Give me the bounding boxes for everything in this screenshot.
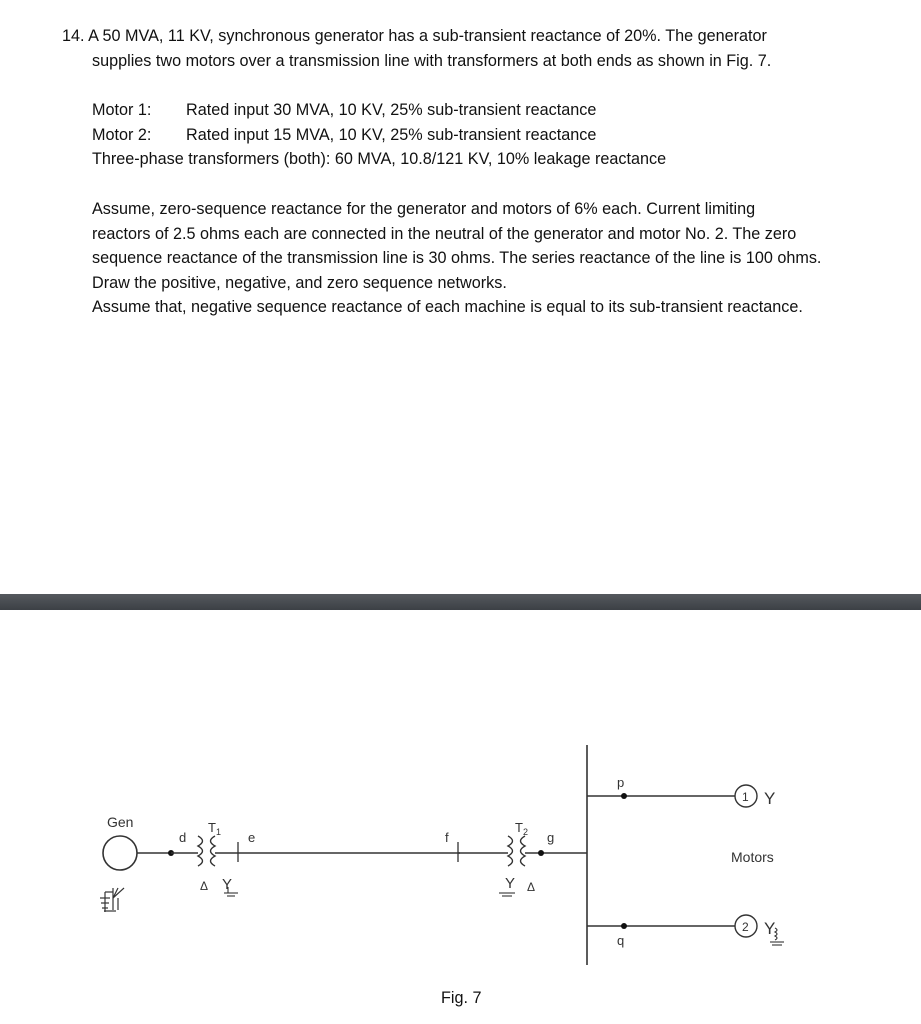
- problem-line-2: supplies two motors over a transmission line with transformers at both ends as shown in Fig. 7.: [92, 52, 772, 70]
- t2-wye-icon: Y: [505, 875, 516, 892]
- t1-primary-coil: [171, 836, 203, 866]
- assume-line: reactors of 2.5 ohms each are connected in the neutral of the generator and motor No. 2. The zero: [92, 224, 797, 243]
- t1-label: $T_1$: [208, 820, 221, 837]
- transformer-spec: Three-phase transformers (both): 60 MVA, 10.8/121 KV, 10% leakage reactance: [92, 150, 667, 168]
- node-q-label: q: [617, 933, 625, 948]
- generator-ground-icon: [100, 888, 124, 912]
- assume-line: Assume, zero-sequence reactance for the generator and motors of 6% each. Current limiting: [92, 200, 756, 218]
- caption-text: Fig. 7: [441, 989, 482, 1007]
- motor2-spec: [92, 123, 666, 148]
- motor2-label: Motor 2:: [92, 125, 152, 144]
- t2-delta-icon: Δ: [527, 880, 536, 894]
- problem-number: 14.: [62, 27, 85, 45]
- t2-label: $T_2$: [515, 820, 528, 837]
- t2-secondary-coil: [521, 836, 526, 866]
- node-d-label: d: [179, 830, 187, 845]
- motor1-wye-icon: Y: [764, 789, 776, 808]
- bus-q-dot: [621, 923, 627, 929]
- motor1-label: Motor 1:: [92, 101, 152, 119]
- t1-wye-icon: Y: [222, 876, 233, 893]
- motor2-value: Rated input 15 MVA, 10 KV, 25% sub-transient reactance: [186, 125, 597, 144]
- specifications: [92, 98, 666, 172]
- problem-line-1-text: A 50 MVA, 11 KV, synchronous generator has a sub-transient reactance of 20%. The generator: [88, 27, 767, 45]
- generator-symbol: [103, 836, 137, 870]
- single-line-diagram: [0, 610, 921, 980]
- motor1-spec: [92, 98, 666, 123]
- node-f-label: f: [445, 830, 449, 845]
- assume-line: sequence reactance of the transmission line is 30 ohms. The series reactance of the line is 100 ohms.: [92, 249, 822, 267]
- t2-primary-coil: [508, 836, 513, 866]
- t1-delta-icon: Δ: [200, 879, 209, 893]
- node-g-label: g: [547, 830, 555, 845]
- assumptions: [92, 197, 821, 320]
- t1-secondary-coil: [211, 836, 216, 866]
- bus-g-dot: [538, 850, 544, 856]
- assume-line: Draw the positive, negative, and zero sequence networks.: [92, 273, 507, 292]
- motor2-number: 2: [742, 920, 749, 934]
- section-divider: [0, 594, 921, 610]
- node-e-label: e: [248, 830, 256, 845]
- motor1-value: Rated input 30 MVA, 10 KV, 25% sub-transient reactance: [186, 101, 597, 119]
- bus-p-dot: [621, 793, 627, 799]
- motor1-number: 1: [742, 790, 749, 804]
- gen-label: Gen: [107, 814, 134, 830]
- t2-ground-icon: [499, 893, 515, 896]
- motors-label: Motors: [731, 849, 774, 865]
- node-p-label: p: [617, 775, 625, 790]
- assume-line: Assume that, negative sequence reactance of each machine is equal to its sub-transient reactance.: [92, 298, 803, 316]
- problem-line-1: [62, 24, 767, 49]
- motor2-wye-icon: Y: [764, 919, 776, 938]
